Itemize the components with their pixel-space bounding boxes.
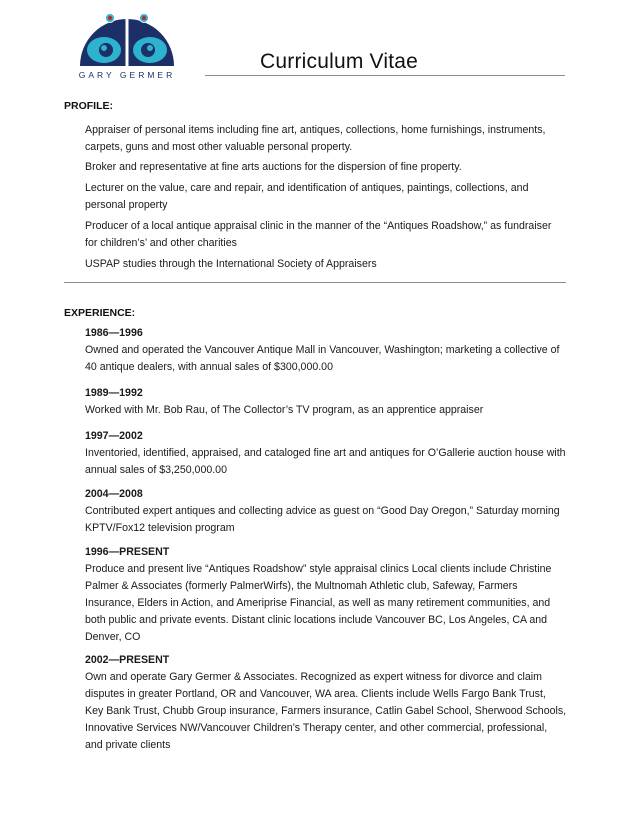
experience-years: 2004—2008 bbox=[85, 488, 143, 500]
page-title: Curriculum Vitae bbox=[260, 50, 419, 73]
logo-text: GARY GERMER bbox=[78, 70, 176, 80]
experience-description: Worked with Mr. Bob Rau, of The Collector’s TV program, as an apprentice appraiser bbox=[85, 404, 484, 416]
experience-entry bbox=[85, 544, 567, 646]
experience-years: 1989—1992 bbox=[85, 387, 143, 399]
section-rule bbox=[64, 282, 566, 283]
experience-description: Produce and present live “Antiques Roadshow” style appraisal clinics Local clients include Christine Palmer & Associates (formerly PalmerWirfs), the Multnomah Athletic club, Safeway, Farmers Insurance, Elders in Action, and Ameriprise Financial, as well as many retirement communities, and both public and private events. Distant clinic locations include Vancouver BC, Los Angeles, CA and Denver, CO bbox=[85, 563, 552, 643]
experience-description: Own and operate Gary Germer & Associates. Recognized as expert witness for divorce and claim disputes in greater Portland, OR and Vancouver, WA area. Clients include Wells Fargo Bank Trust, Key Bank Trust, Chubb Group insurance, Farmers insurance, Catlin Gabel School, Sherwood Schools, Innovative Services NW/Vancouver Children’s Therapy center, and other commercial, professional, and private clients bbox=[85, 671, 567, 751]
experience-years: 1997—2002 bbox=[85, 430, 143, 442]
title-rule bbox=[205, 75, 565, 76]
experience-entry bbox=[85, 652, 567, 754]
experience-years: 1986—1996 bbox=[85, 327, 143, 339]
profile-item: USPAP studies through the International Society of Appraisers bbox=[85, 258, 377, 270]
experience-description: Contributed expert antiques and collecting advice as guest on “Good Day Oregon,” Saturday morning KPTV/Fox12 television program bbox=[85, 505, 560, 534]
experience-years: 2002—PRESENT bbox=[85, 654, 170, 666]
profile-item: Lecturer on the value, care and repair, and identification of antiques, paintings, collections, and personal property bbox=[85, 182, 529, 211]
experience-entry bbox=[85, 325, 567, 376]
experience-entry bbox=[85, 385, 567, 419]
profile-item: Producer of a local antique appraisal clinic in the manner of the “Antiques Roadshow,” as fundraiser for children’s’ and other charities bbox=[85, 220, 552, 249]
experience-years: 1996—PRESENT bbox=[85, 546, 170, 558]
experience-description: Inventoried, identified, appraised, and cataloged fine art and antiques for O’Gallerie auction house with annual sales of $3,250,000.00 bbox=[85, 447, 566, 476]
experience-entry bbox=[85, 486, 567, 537]
profile-item: Broker and representative at fine arts auctions for the dispersion of fine property. bbox=[85, 161, 462, 173]
gary-germer-logo bbox=[68, 8, 186, 80]
experience-heading: EXPERIENCE: bbox=[64, 307, 136, 319]
profile-item: Appraiser of personal items including fine art, antiques, collections, home furnishings, instruments, carpets, guns and most other valuable personal property. bbox=[85, 124, 546, 153]
experience-entry bbox=[85, 428, 567, 479]
profile-heading: PROFILE: bbox=[64, 100, 113, 112]
experience-description: Owned and operated the Vancouver Antique Mall in Vancouver, Washington; marketing a collective of 40 antique dealers, with annual sales of $300,000.00 bbox=[85, 344, 560, 373]
